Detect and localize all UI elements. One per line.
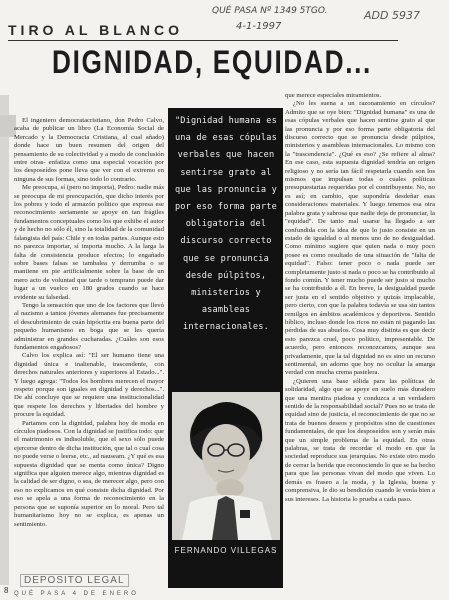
- paragraph: Tengo la sensación que uno de los factores que llevó al nazismo a tantos jóvenes alemanes fue precisamente el descubrimiento de cuán hipócrita era buena parte del pequeño humanismo en boga que se les quería administrar en grandes cucharadas. ¿Cuáles son esos fundamentos engañosos?: [14, 301, 164, 351]
- section-label: TIRO AL BLANCO: [8, 22, 183, 38]
- legal-deposit-stamp: DEPOSITO LEGAL: [20, 574, 129, 587]
- pullquote-text: "Dignidad humana es una de esas cópulas verbales que hacen sentirse grato al que las pronuncia y por eso forma parte obligatoria del discurso correcto que se pronuncia desde púlpitos, ministerios y asambleas internacionales.: [174, 116, 278, 333]
- paragraph: Me preocupa, sí (pero no importa), Pedro: nadie más se preocupa de mi preocupación, que dicho interés por los pobres y todo el armazón político que expresa ese reconocimiento seriamente se apoye en tan frágiles fundamentos conceptuales como los que exhibe el autor y de hecho no sólo él, sino la totalidad de la comunidad falangista del país: Chile y en todas partes. Aunque esto no parezca importar, sí importa mucho. A la larga la falta de consistencia produce efectos; lo engañado sobre bases falsas se tambalea y derrumba o se mantiene en pie artificialmente sobre la base de un mero acto de voluntad que tarde o temprano puede dar lugar a un vuelco en 180 grados cuando se hace evidente su falsedad.: [14, 184, 164, 301]
- handwritten-source-note: QUÉ PASA Nº 1349 5TGO.: [212, 6, 328, 16]
- paragraph: ¿Quieren una base sólida para las políticas de solidaridad, algo que se apoye en suelo más duradero que una mentira piadosa y conduzca a un verdadero sentido de la responsabilidad social? Pues no se trata de equidad sino de justicia, el reconocimiento de que no se trata de buenos deseos y propósitos sino de cuestiones fundamentales, de que los desposeídos son y serán más que un simple problema de la equidad. En otras palabras, se trata de recordar el modo en que la sociedad reproduce sus jerarquías. No existe otro modo de cerrar la herida que reconociendo lo que se ha hecho para que las personas vivan del modo que viven. Lo demás es fraseo a la moda, y la Iglesia, buena y comprensiva, le dio su bendición cuando le venía bien a sus intereses. La historia lo prueba a cada paso.: [285, 377, 435, 503]
- header-rule: [8, 40, 398, 41]
- paragraph: ¿No les suena a un razonamiento en círculos? Admito que se oye bien: "Dignidad humana" es una de esas cópulas verbales que hacen sentirse grato al que las pronuncia y por eso forma parte obligatoria del discurso correcto que se pronuncia desde púlpitos, ministerios y asambleas internacionales. Lo mismo con la "trascendencia". ¿Qué es eso? ¿Se refiere al alma? En ese caso, esta supuesta dignidad tendría un origen religioso y no sería tan fácil respetarla cuando son los mismos que impulsan todas o cuales políticas presupuestarias requeridas por el contribuyente. No, no es así; en cambio, que supondría desdeñar esas consideraciones materiales. Y luego tenemos esa otra palabra grata y sabrosa que nadie deja de pronunciar, la "equidad". De tanto mal usarse ha llegado a ser confundida con la idea de que lo justo consiste en un estado de igualdad o al menos uno de no desigualdad. Como mínimo sugiere que quien nada o muy poco posee es como resultado de una situación de "falta de equidad". Falso: tener poco o nada puede ser completamente justo si nada o poco se ha contribuido al fondo común. Y tener mucho puede ser justo si mucho se ha contribuido a él. En breve, la desigualdad puede ser justa en el sentido objetivo y quizás implacable, pero cierto, con que la palabra todavía se usa sin tantos remilgos en ámbitos académicos y deportivos. Sentido bíblico, incluso donde los ricos no están ni pagando las pérdidas de sus abuelos. Cosa muy distinta es que decir esto parezca cruel, poco político, impresentable. De acuerdo, pero entonces reconozcamos, aunque sea privadamente, que la tal dignidad no es sino un recurso sentimental, un adorno que hoy no ocultar la amarga verdad con mucha crema pastelera.: [285, 100, 435, 377]
- page-number: 8: [4, 586, 9, 595]
- article-column-right: [285, 92, 435, 558]
- paragraph: Partamos con la dignidad, palabra hoy de moda en círculos piadosos. Con la dignidad se justifica todo: que el matrimonio es indisoluble, que el sexo sólo puede ejercerse dentro de dicha institución, que tal o cual cosa no puede verse o leerse, etc., ad nauseam. ¿Y qué es esa supuesta dignidad que se menta como única? Digno significa que alguien merece algo, mientras dignidad es la calidad de ser digno, o sea, de merecer algo, pero con eso no explicamos en qué consiste dicha dignidad. Por eso se apela a una forma de reconocimiento en la persona que se suponía superior en lo moral. Pero tal humanitarismo hoy no se explica, es apenas un sentimiento.: [14, 419, 164, 528]
- handwritten-date-note: 4-1-1997: [236, 21, 282, 32]
- paragraph: que merece especiales miramientos.: [285, 92, 382, 99]
- article-column-left: [14, 117, 164, 562]
- paragraph: Calvo los explica así: "El ser humano tiene una dignidad única e inalienable, trascendente, con derechos naturales anteriores y superiores al Estado...". Y luego agrega: "Todos los hombres merecen el mayor respeto porque son iguales en dignidad y derechos...". De ahí concluye que se requiere una institucionalidad que respete los derechos y libertades del hombre y procure la equidad.: [14, 352, 164, 419]
- handwritten-archive-code: ADD 5937: [364, 9, 420, 22]
- photo-caption: FERNANDO VILLEGAS: [174, 546, 278, 555]
- left-margin-bar: [0, 95, 9, 585]
- author-portrait-image: [172, 392, 280, 540]
- author-photo: [172, 392, 280, 540]
- paragraph: El ingeniero democratacristiano, don Pedro Calvo, acaba de publicar un libro (La Economía Social de Mercado y la Democracia Cristiana, al cual añado) donde hace un buen resumen del origen del pensamiento de su colectividad y a modo de conclusión entre otras- enfatiza como una especial vocación por los desposeídos pone lleva que ver con el extremo en ninguna de sus formas, sino todo lo contrario.: [14, 117, 164, 183]
- magazine-footer: QUÉ PASA 4 DE ENERO: [14, 591, 139, 597]
- article-headline: DIGNIDAD, EQUIDAD...: [52, 44, 372, 80]
